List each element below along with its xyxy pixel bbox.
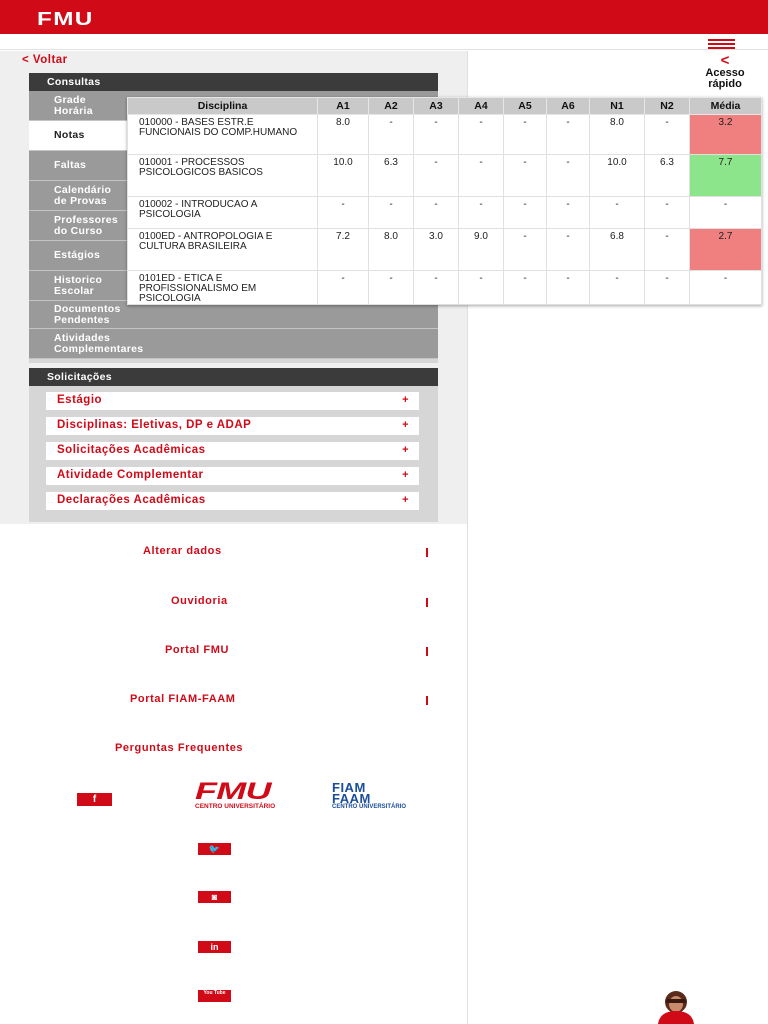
plus-icon: + <box>402 444 409 456</box>
solicitacoes-item-label: Atividade Complementar <box>57 469 204 481</box>
consultas-item[interactable] <box>29 301 438 329</box>
grade-cell-a5: - <box>504 115 547 155</box>
grade-cell-a4: - <box>459 155 504 197</box>
instagram-icon[interactable]: ◙ <box>198 891 231 903</box>
grade-cell-a1: 8.0 <box>318 115 369 155</box>
grade-cell-media: 2.7 <box>690 229 762 271</box>
grades-column-header: A5 <box>504 98 547 115</box>
discipline-cell: 0100ED - ANTROPOLOGIA E CULTURA BRASILEIRA <box>128 229 318 271</box>
solicitacoes-panel <box>29 368 438 522</box>
solicitacoes-item[interactable] <box>46 442 419 460</box>
consultas-item-label: Grade Horária <box>54 94 93 117</box>
fmu-brand-logo[interactable]: FMU CENTRO UNIVERSITÁRIO <box>195 778 276 810</box>
grade-cell-a2: 6.3 <box>369 155 414 197</box>
grade-cell-a2: - <box>369 115 414 155</box>
footer-link[interactable]: Perguntas Frequentes <box>115 742 244 754</box>
grade-cell-a6: - <box>547 271 590 305</box>
grade-cell-a2: - <box>369 271 414 305</box>
grades-column-header: A4 <box>459 98 504 115</box>
grade-cell-a6: - <box>547 229 590 271</box>
footer-link-marker <box>426 548 428 557</box>
grade-cell-n2: - <box>645 229 690 271</box>
linkedin-icon[interactable]: in <box>198 941 231 953</box>
consultas-item-label: Documentos Pendentes <box>54 303 121 326</box>
grade-cell-a3: 3.0 <box>414 229 459 271</box>
consultas-item-label: Historico Escolar <box>54 274 103 297</box>
top-header <box>0 0 768 34</box>
discipline-cell: 010001 - PROCESSOS PSICOLOGICOS BASICOS <box>128 155 318 197</box>
grade-cell-a3: - <box>414 155 459 197</box>
table-row <box>128 197 762 229</box>
solicitacoes-item-label: Declarações Acadêmicas <box>57 494 206 506</box>
grade-cell-a1: 10.0 <box>318 155 369 197</box>
table-row <box>128 229 762 271</box>
back-label: Voltar <box>32 54 68 66</box>
plus-icon: + <box>402 394 409 406</box>
grade-cell-a3: - <box>414 115 459 155</box>
solicitacoes-item[interactable] <box>46 417 419 435</box>
discipline-cell: 010002 - INTRODUCAO A PSICOLOGIA <box>128 197 318 229</box>
grade-cell-a4: - <box>459 197 504 229</box>
grade-cell-a3: - <box>414 197 459 229</box>
solicitacoes-item[interactable] <box>46 467 419 485</box>
grade-cell-a5: - <box>504 229 547 271</box>
grade-cell-a6: - <box>547 115 590 155</box>
grade-cell-n2: 6.3 <box>645 155 690 197</box>
sub-header <box>0 34 768 50</box>
grade-cell-a4: 9.0 <box>459 229 504 271</box>
footer-link[interactable]: Portal FIAM-FAAM <box>130 693 236 705</box>
grades-column-header: A2 <box>369 98 414 115</box>
plus-icon: + <box>402 469 409 481</box>
chevron-left-icon: < <box>22 54 30 66</box>
footer-link[interactable]: Ouvidoria <box>171 595 228 607</box>
grades-column-header: Disciplina <box>128 98 318 115</box>
plus-icon: + <box>402 494 409 506</box>
fiam-faam-brand-logo[interactable]: FIAM FAAM CENTRO UNIVERSITÁRIO <box>332 780 407 810</box>
grade-cell-a1: - <box>318 197 369 229</box>
quick-access-label: Acesso rápido <box>705 67 745 90</box>
consultas-item[interactable] <box>29 329 438 359</box>
facebook-icon[interactable]: f <box>77 793 112 806</box>
solicitacoes-item-label: Estágio <box>57 394 103 406</box>
solicitacoes-item[interactable] <box>46 392 419 410</box>
footer-link[interactable]: Alterar dados <box>143 545 222 557</box>
grade-cell-a4: - <box>459 271 504 305</box>
consultas-item-label: Calendário de Provas <box>54 184 112 207</box>
chat-assistant-avatar[interactable] <box>652 989 700 1024</box>
grades-column-header: N2 <box>645 98 690 115</box>
grade-cell-a1: 7.2 <box>318 229 369 271</box>
grade-cell-a6: - <box>547 155 590 197</box>
grade-cell-a5: - <box>504 197 547 229</box>
grade-cell-a6: - <box>547 197 590 229</box>
grades-column-header: A3 <box>414 98 459 115</box>
consultas-item-label: Estágios <box>54 249 101 262</box>
footer-link-marker <box>426 696 428 705</box>
discipline-cell: 0101ED - ETICA E PROFISSIONALISMO EM PSICOLOGIA <box>128 271 318 305</box>
menu-icon[interactable] <box>708 39 735 51</box>
grade-cell-a5: - <box>504 271 547 305</box>
fmu-logo[interactable]: FMU <box>37 9 94 29</box>
grade-cell-n1: 6.8 <box>590 229 645 271</box>
grade-cell-n1: 10.0 <box>590 155 645 197</box>
chevron-left-icon: < <box>720 52 730 69</box>
back-link[interactable] <box>22 54 68 66</box>
consultas-item-label: Notas <box>54 129 85 142</box>
grade-cell-n2: - <box>645 197 690 229</box>
footer-link-marker <box>426 647 428 656</box>
grades-table <box>127 97 762 305</box>
consultas-title: Consultas <box>29 73 438 91</box>
youtube-icon[interactable]: You Tube <box>198 990 231 1002</box>
consultas-item-label: Atividades Complementares <box>54 332 144 355</box>
solicitacoes-title: Solicitações <box>29 368 438 386</box>
grades-header-row <box>128 98 762 115</box>
grade-cell-n1: - <box>590 271 645 305</box>
grade-cell-n1: - <box>590 197 645 229</box>
table-row <box>128 271 762 305</box>
consultas-item-label: Professores do Curso <box>54 214 118 237</box>
table-row <box>128 115 762 155</box>
table-row <box>128 155 762 197</box>
quick-access-button[interactable] <box>690 54 760 90</box>
grades-column-header: Média <box>690 98 762 115</box>
grade-cell-n2: - <box>645 271 690 305</box>
grade-cell-a2: 8.0 <box>369 229 414 271</box>
solicitacoes-item[interactable] <box>46 492 419 510</box>
grade-cell-media: 7.7 <box>690 155 762 197</box>
grade-cell-a1: - <box>318 271 369 305</box>
grade-cell-a5: - <box>504 155 547 197</box>
grade-cell-media: - <box>690 197 762 229</box>
twitter-icon[interactable]: 🐦 <box>198 843 231 855</box>
grades-column-header: N1 <box>590 98 645 115</box>
grades-column-header: A1 <box>318 98 369 115</box>
grades-column-header: A6 <box>547 98 590 115</box>
solicitacoes-menu <box>29 386 438 510</box>
footer-link[interactable]: Portal FMU <box>165 644 230 656</box>
grade-cell-n1: 8.0 <box>590 115 645 155</box>
plus-icon: + <box>402 419 409 431</box>
grade-cell-a2: - <box>369 197 414 229</box>
grade-cell-media: 3.2 <box>690 115 762 155</box>
consultas-item-label: Faltas <box>54 159 87 172</box>
solicitacoes-item-label: Disciplinas: Eletivas, DP e ADAP <box>57 419 252 431</box>
discipline-cell: 010000 - BASES ESTR.E FUNCIONAIS DO COMP.HUMANO <box>128 115 318 155</box>
grade-cell-a4: - <box>459 115 504 155</box>
grade-cell-a3: - <box>414 271 459 305</box>
footer-link-marker <box>426 598 428 607</box>
grade-cell-n2: - <box>645 115 690 155</box>
solicitacoes-item-label: Solicitações Acadêmicas <box>57 444 206 456</box>
grade-cell-media: - <box>690 271 762 305</box>
